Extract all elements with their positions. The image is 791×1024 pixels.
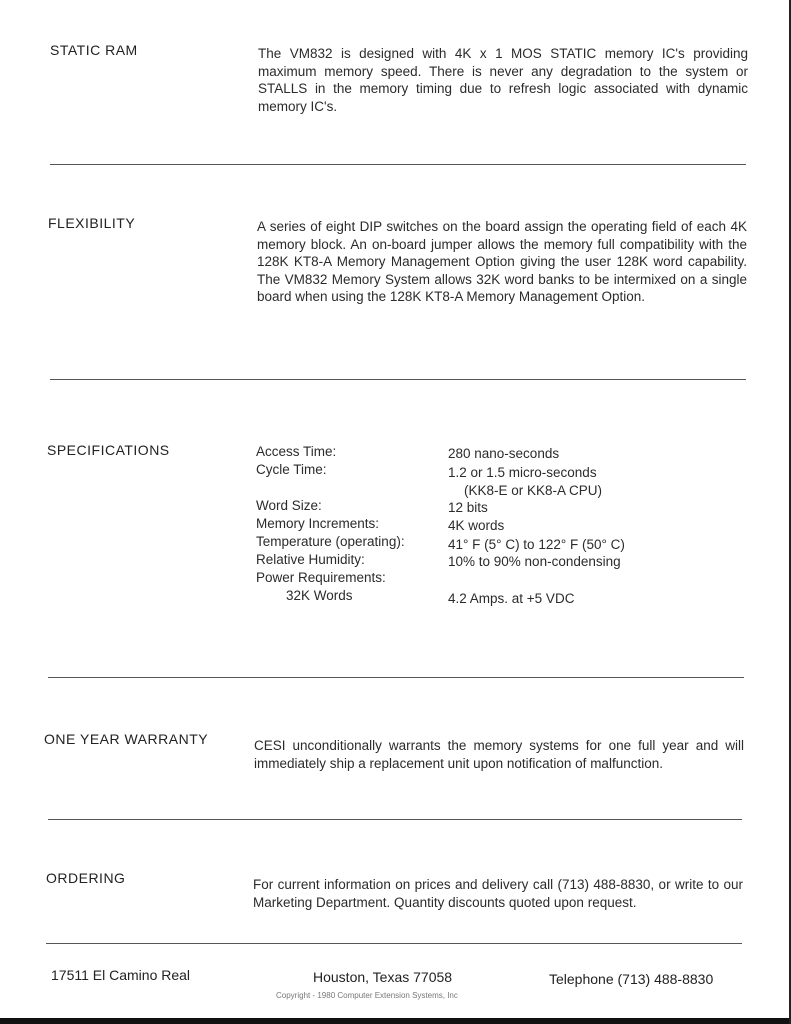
section-divider bbox=[48, 819, 742, 820]
spec-value: 12 bits bbox=[448, 500, 488, 515]
scan-edge-bottom bbox=[0, 1018, 791, 1024]
section-text-warranty: CESI unconditionally warrants the memory systems for one full year and will immediately ship a replacement unit upon notification of malfunction. bbox=[254, 738, 744, 771]
footer-telephone: Telephone (713) 488-8830 bbox=[549, 971, 714, 987]
spec-name: Memory Increments: bbox=[256, 516, 380, 531]
section-divider bbox=[50, 164, 746, 165]
section-label-warranty: ONE YEAR WARRANTY bbox=[44, 731, 209, 747]
spec-name: Relative Humidity: bbox=[256, 552, 365, 567]
spec-name: Cycle Time: bbox=[256, 462, 327, 477]
spec-value: 4.2 Amps. at +5 VDC bbox=[448, 591, 575, 606]
section-text-ordering: For current information on prices and delivery call (713) 488-8830, or write to our Marketing Department. Quantity discounts quoted upon request. bbox=[253, 877, 743, 910]
section-label-specifications: SPECIFICATIONS bbox=[47, 442, 170, 458]
spec-value: 280 nano-seconds bbox=[448, 446, 560, 461]
spec-name: Power Requirements: bbox=[256, 570, 386, 585]
section-label-static-ram: STATIC RAM bbox=[50, 42, 138, 58]
spec-value: 1.2 or 1.5 micro-seconds bbox=[448, 465, 597, 480]
section-divider bbox=[48, 677, 744, 678]
footer-copyright: Copyright - 1980 Computer Extension Systems, Inc bbox=[276, 991, 458, 1000]
section-label-flexibility: FLEXIBILITY bbox=[48, 215, 136, 231]
section-label-ordering: ORDERING bbox=[46, 870, 126, 886]
spec-name: Temperature (operating): bbox=[256, 534, 405, 549]
section-text-static-ram: The VM832 is designed with 4K x 1 MOS STATIC memory IC's providing maximum memory speed. There is never any degradation to the system or STALLS in the memory timing due to refresh logic associated with dynamic memory IC's. bbox=[258, 46, 748, 114]
spec-value: (KK8-E or KK8-A CPU) bbox=[464, 483, 603, 498]
footer-address: 17511 El Camino Real bbox=[51, 967, 191, 983]
spec-value: 4K words bbox=[448, 518, 505, 533]
spec-name: Word Size: bbox=[256, 498, 322, 513]
spec-name: Access Time: bbox=[256, 444, 337, 459]
spec-value: 10% to 90% non-condensing bbox=[448, 554, 621, 569]
footer-city: Houston, Texas 77058 bbox=[313, 969, 453, 985]
section-divider bbox=[46, 943, 742, 944]
section-divider bbox=[50, 379, 746, 380]
spec-value: 41° F (5° C) to 122° F (50° C) bbox=[448, 537, 625, 552]
section-text-flexibility: A series of eight DIP switches on the board assign the operating field of each 4K memory block. An on-board jumper allows the memory full compatibility with the 128K KT8-A Memory Management Option giving the user 128K word capability. The VM832 Memory System allows 32K word banks to be intermixed on a single board when using the 128K KT8-A Memory Management Option. bbox=[257, 219, 747, 304]
spec-name: 32K Words bbox=[286, 588, 353, 603]
